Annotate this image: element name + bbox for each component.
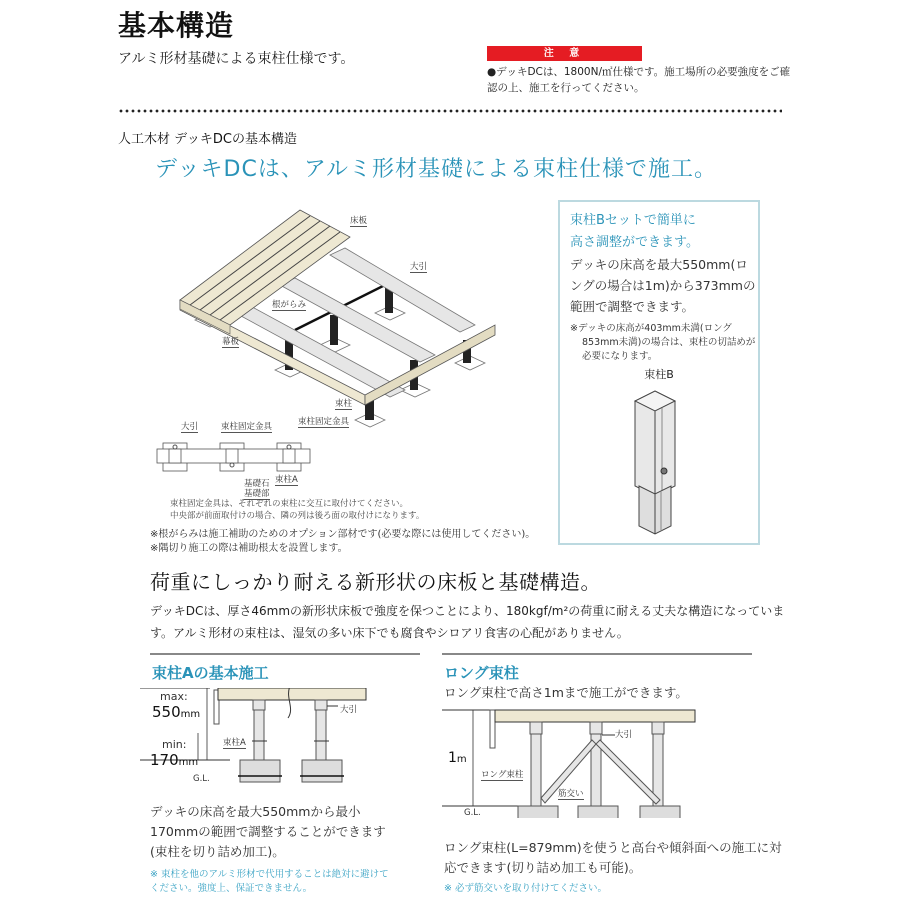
- structure-notes: [150, 528, 535, 556]
- label-beam: 大引: [410, 262, 428, 272]
- post-a-beam-label: 大引: [340, 705, 358, 715]
- caution-text: ●デッキDCは、1800N/㎡仕様です。施工場所の必要強度をご確認の上、施工を行ってください。: [487, 66, 791, 94]
- long-post-sub: ロング束柱で高さ1mまで施工ができます。: [444, 685, 688, 700]
- structure-note-1: ※根がらみは施工補助のためのオプション部材です(必要な際には使用してください)。: [150, 529, 536, 540]
- plan-notes: [170, 498, 424, 522]
- page-subtitle: アルミ形材基礎による束柱仕様です。: [118, 51, 355, 67]
- label-tie: 根がらみ: [272, 300, 307, 310]
- post-a-note: ※ 束柱を他のアルミ形材で代用することは絶対に避けてください。強度上、保証できません。: [150, 869, 389, 894]
- plan-label-bracket: 束柱固定金具: [221, 422, 273, 432]
- plan-note-1: 束柱固定金具は、それぞれの束柱に交互に取付けてください。: [170, 499, 409, 509]
- long-post-height: [448, 750, 467, 766]
- structure-headline: デッキDCは、アルミ形材基礎による束柱仕様で施工。: [155, 157, 717, 182]
- long-post-post-label: ロング束柱: [481, 770, 524, 780]
- post-b-illustration: [630, 386, 690, 536]
- post-b-heading-2: 高さ調整ができます。: [570, 235, 699, 250]
- caution-badge: 注 意: [487, 46, 642, 61]
- long-post-desc: ロング束柱(L=879mm)を使うと高台や傾斜面への施工に対応できます(切り詰め加工も可能)。: [444, 840, 782, 875]
- min-unit: mm: [178, 757, 199, 768]
- long-post-diagram: [440, 708, 750, 818]
- long-post-gl: G.L.: [464, 808, 481, 818]
- label-post-bracket: 束柱固定金具: [298, 417, 350, 427]
- post-a-max: max:: [160, 690, 188, 703]
- max-unit: mm: [180, 709, 201, 720]
- long-post-note: ※ 必ず筋交いを取り付けてください。: [444, 883, 607, 894]
- post-a-heading: 束柱Aの基本施工: [152, 664, 269, 682]
- post-b-note: ※デッキの床高が403mm未満(ロング853mm未満)の場合は、束柱の切詰めが必要になります。: [570, 323, 756, 362]
- strength-heading: 荷重にしっかり耐える新形状の床板と基礎構造。: [150, 570, 601, 594]
- long-post-beam-label: 大引: [615, 730, 633, 740]
- post-b-panel: [558, 200, 760, 545]
- section-label: 人工木材 デッキDCの基本構造: [118, 132, 297, 147]
- structure-note-2: ※隅切り施工の際は補助根太を設置します。: [150, 543, 348, 554]
- plan-label-foundation-1: 基礎石: [244, 479, 270, 489]
- height-value: 1: [448, 750, 457, 766]
- label-floorboard: 床板: [350, 216, 368, 226]
- post-b-heading: [570, 210, 699, 254]
- post-a-max-value: [152, 703, 200, 721]
- post-a-min: min:: [162, 738, 187, 751]
- deck-structure-diagram: [150, 205, 510, 435]
- post-a-rule: [150, 653, 420, 655]
- max-value: 550: [152, 703, 181, 721]
- dotted-divider: [118, 109, 782, 113]
- plan-label-post-a: 束柱A: [275, 475, 298, 485]
- post-b-image-label: 束柱B: [644, 368, 674, 381]
- strength-body: デッキDCは、厚さ46mmの新形状床板で強度を保つことにより、180kgf/m²の荷重に耐える丈夫な構造になっています。アルミ形材の束柱は、湿気の多い床下でも腐食やシロアリ食害の心配がありません。: [150, 604, 785, 640]
- plan-label-beam: 大引: [181, 422, 199, 432]
- post-a-desc: デッキの床高を最大550mmから最小170mmの範囲で調整することができます(束柱を切り詰め加工)。: [150, 804, 386, 859]
- post-b-heading-1: 束柱Bセットで簡単に: [570, 213, 696, 228]
- label-post: 束柱: [335, 399, 353, 409]
- min-value: 170: [150, 751, 179, 769]
- long-post-brace-label: 筋交い: [558, 789, 584, 799]
- page-title: 基本構造: [118, 9, 235, 42]
- long-post-rule: [442, 653, 752, 655]
- post-b-body: デッキの床高を最大550mm(ロングの場合は1m)から373mmの範囲で調整できます。: [570, 257, 756, 314]
- height-unit: m: [456, 754, 467, 765]
- plan-note-2: 中央部が前面取付けの場合、隣の列は後ろ面の取付けになります。: [170, 511, 425, 521]
- post-a-post-label: 束柱A: [223, 738, 246, 748]
- long-post-heading: ロング束柱: [444, 664, 519, 682]
- post-a-gl: G.L.: [193, 774, 210, 784]
- plan-label-foundation-2: 基礎部: [244, 489, 270, 499]
- post-a-min-value: [150, 751, 198, 769]
- label-fascia: 幕板: [222, 337, 240, 347]
